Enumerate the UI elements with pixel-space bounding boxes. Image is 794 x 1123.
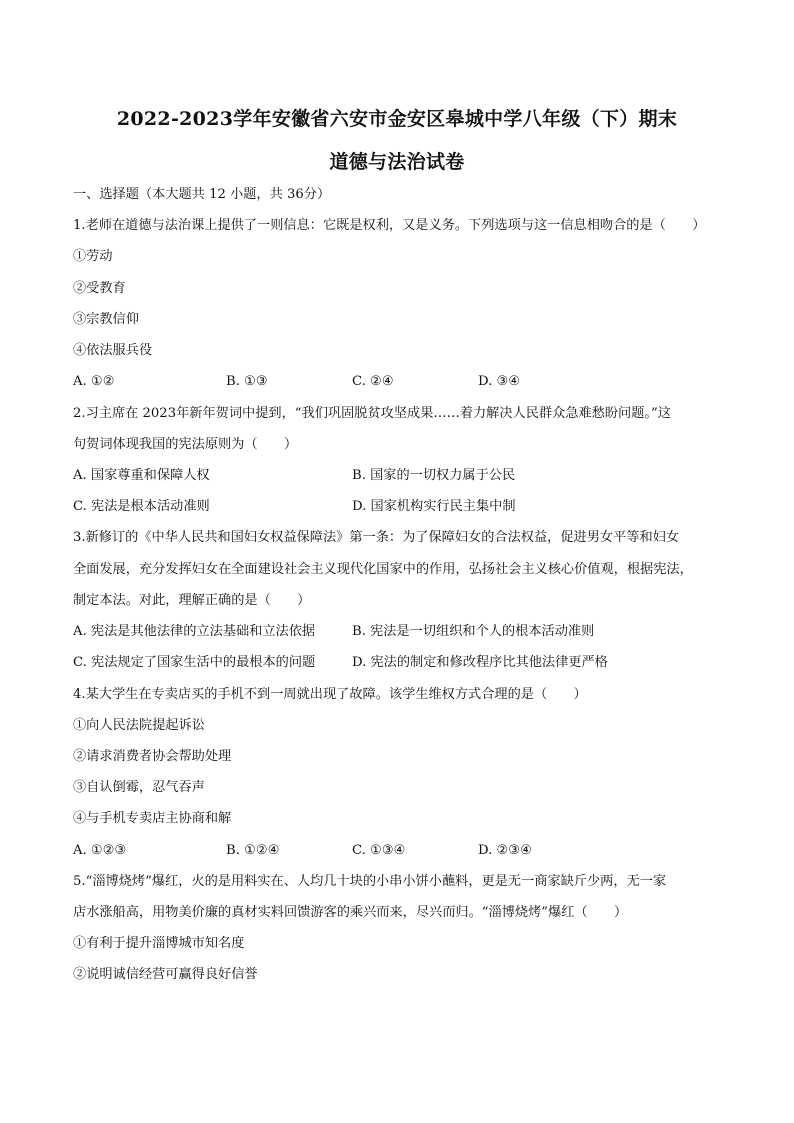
q2-option-a: A. 国家尊重和保障人权	[73, 468, 210, 483]
q1-option-d: D. ③④	[478, 374, 521, 389]
q4-option-d: D. ②③④	[478, 843, 532, 858]
q4-item: ③自认倒霉，忍气吞声	[73, 780, 205, 795]
q2-stem-line2: 句贺词体现我国的宪法原则为（ ）	[73, 437, 298, 452]
q1-option-b: B. ①③	[226, 374, 268, 389]
q1-item: ③宗教信仰	[73, 312, 139, 327]
q2-stem-line1: 2.习主席在 2023年新年贺词中提到，“我们巩固脱贫攻坚成果……着力解决人民群众急难愁盼问题。”这	[73, 406, 671, 421]
q3-stem-line2: 全面发展，充分发挥妇女在全面建设社会主义现代化国家中的作用，弘扬社会主义核心价值观，根据宪法，	[73, 562, 693, 577]
q3-option-d: D. 宪法的制定和修改程序比其他法律更严格	[352, 655, 608, 670]
q4-option-c: C. ①③④	[352, 843, 406, 858]
section-heading: 一、选择题（本大题共 12 小题，共 36分）	[73, 187, 331, 202]
q5-item: ②说明诚信经营可赢得良好信誉	[73, 967, 258, 982]
q5-stem-line1: 5.“淄博烧烤”爆红，火的是用料实在、人均几十块的小串小饼小蘸料，更是无一商家缺斤少两，无一家	[73, 874, 667, 889]
q5-item: ①有利于提升淄博城市知名度	[73, 936, 245, 951]
q4-option-b: B. ①②④	[226, 843, 280, 858]
q2-option-b: B. 国家的一切权力属于公民	[352, 468, 516, 483]
q3-option-c: C. 宪法规定了国家生活中的最根本的问题	[73, 655, 316, 670]
exam-title-line2: 道德与法治试卷	[329, 151, 465, 173]
q4-item: ①向人民法院提起诉讼	[73, 718, 205, 733]
q2-option-d: D. 国家机构实行民主集中制	[352, 499, 516, 514]
q1-item: ②受教育	[73, 281, 126, 296]
q1-stem: 1.老师在道德与法治课上提供了一则信息：它既是权利，又是义务。下列选项与这一信息相吻合的是（ ）	[73, 218, 706, 233]
exam-title-line1: 2022-2023学年安徽省六安市金安区皋城中学八年级（下）期末	[116, 108, 678, 130]
q1-option-c: C. ②④	[352, 374, 394, 389]
q3-option-a: A. 宪法是其他法律的立法基础和立法依据	[73, 624, 316, 639]
q5-stem-line2: 店水涨船高，用物美价廉的真材实料回馈游客的乘兴而来，尽兴而归。“淄博烧烤”爆红（ ）	[73, 905, 628, 920]
q4-item: ②请求消费者协会帮助处理	[73, 749, 232, 764]
q4-stem: 4.某大学生在专卖店买的手机不到一周就出现了故障。该学生维权方式合理的是（ ）	[73, 687, 587, 702]
q1-item: ①劳动	[73, 249, 113, 264]
q2-option-c: C. 宪法是根本活动准则	[73, 499, 210, 514]
q1-option-a: A. ①②	[73, 374, 115, 389]
q3-stem-line3: 制定本法。对此，理解正确的是（ ）	[73, 593, 311, 608]
q1-item: ④依法服兵役	[73, 343, 153, 358]
q3-stem-line1: 3.新修订的《中华人民共和国妇女权益保障法》第一条：为了保障妇女的合法权益，促进男女平等和妇女	[73, 530, 680, 545]
q4-item: ④与手机专卖店主协商和解	[73, 811, 232, 826]
q3-option-b: B. 宪法是一切组织和个人的根本活动准则	[352, 624, 595, 639]
q4-option-a: A. ①②③	[73, 843, 127, 858]
